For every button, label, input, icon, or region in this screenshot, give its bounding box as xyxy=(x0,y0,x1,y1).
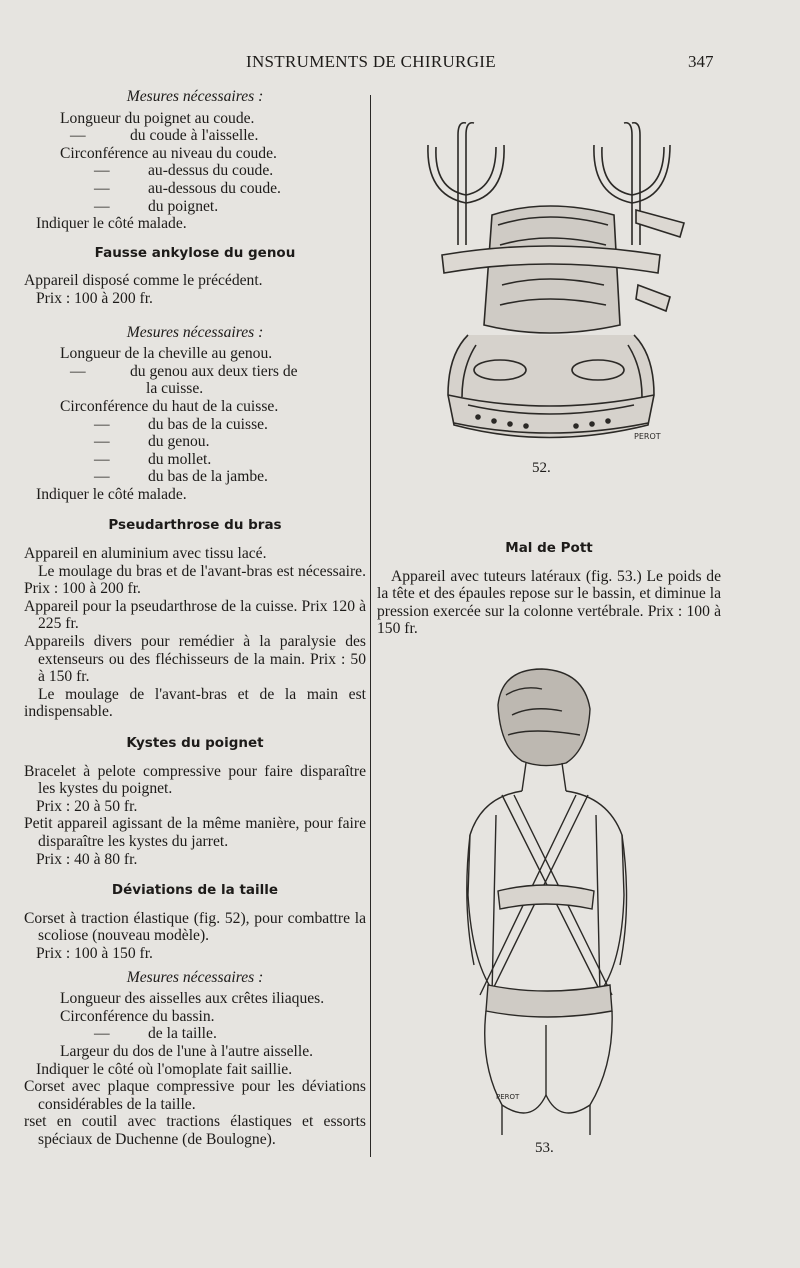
paragraph: Petit appareil agissant de la même manière, pour faire disparaître les kystes du jarret. xyxy=(24,815,366,850)
engraver-signature: PEROT xyxy=(634,432,661,441)
corset-figure-52 xyxy=(408,105,690,460)
mesures-heading: Mesures nécessaires : xyxy=(126,323,264,341)
paragraph: Appareil en aluminium avec tissu lacé. xyxy=(24,545,267,563)
measure-line: — du coude à l'aisselle. xyxy=(70,127,259,145)
measure-line: Circonférence du bassin. xyxy=(60,1007,215,1025)
left-column xyxy=(24,88,366,1148)
engraver-signature: PEROT xyxy=(496,1093,520,1101)
measure-line: — du mollet. xyxy=(94,450,212,468)
paragraph: Appareil pour la pseudarthrose de la cuisse. Prix 120 à 225 fr. xyxy=(24,597,366,633)
paragraph: Prix : 100 à 200 fr. xyxy=(36,289,153,307)
measure-line: Largeur du dos de l'une à l'autre aisselle. xyxy=(60,1042,314,1060)
paragraph: rset en coutil avec tractions élastiques et essorts spéciaux de Duchenne (de Boulogne). xyxy=(24,1113,366,1148)
measure-line: — du poignet. xyxy=(94,197,219,215)
measure-line: Indiquer le côté malade. xyxy=(36,485,187,503)
measure-line: — au-dessus du coude. xyxy=(94,162,274,180)
running-title: INSTRUMENTS DE CHIRURGIE xyxy=(246,52,496,71)
paragraph: Le moulage de l'avant-bras et de la main est indispensable. xyxy=(24,685,366,721)
measure-line: Circonférence au niveau du coude. xyxy=(60,144,277,162)
measure-line: Indiquer le côté malade. xyxy=(36,215,187,233)
running-header xyxy=(0,52,800,76)
measure-line: Longueur des aisselles aux crêtes iliaques. xyxy=(60,990,325,1008)
paragraph: Le moulage du bras et de l'avant-bras est nécessaire. Prix : 100 à 200 fr. xyxy=(24,562,366,598)
back-brace-figure-53 xyxy=(462,665,647,1135)
paragraph: Appareils divers pour remédier à la paralysie des extenseurs ou des fléchisseurs de la main. Prix : 50 à 150 fr. xyxy=(24,633,366,686)
section-title: Déviations de la taille xyxy=(111,882,279,899)
measure-line: Circonférence du haut de la cuisse. xyxy=(60,397,279,415)
section-title: Pseudarthrose du bras xyxy=(108,517,282,534)
measure-line: — du genou aux deux tiers de xyxy=(70,362,298,380)
measure-line: — au-dessous du coude. xyxy=(94,179,281,197)
paragraph: Bracelet à pelote compressive pour faire disparaître les kystes du poignet. xyxy=(24,762,366,798)
page-number: 347 xyxy=(688,52,714,71)
mesures-heading: Mesures nécessaires : xyxy=(126,88,264,105)
measure-line: la cuisse. xyxy=(146,380,204,398)
paragraph: Appareil avec tuteurs latéraux (fig. 53.) Le poids de la tête et des épaules repose sur le bassin, et diminue la pression exercée sur la colonne vertébrale. Prix : 100 à 150 fr. xyxy=(377,567,721,638)
paragraph: Prix : 40 à 80 fr. xyxy=(36,850,138,868)
measure-line: — du bas de la jambe. xyxy=(94,468,268,486)
measure-line: — du genou. xyxy=(94,433,210,451)
section-title: Mal de Pott xyxy=(505,540,593,556)
section-title: Kystes du poignet xyxy=(126,735,264,751)
section-title: Fausse ankylose du genou xyxy=(94,244,296,261)
figure-number: 52. xyxy=(532,460,551,476)
measure-line: Indiquer le côté où l'omoplate fait saillie. xyxy=(36,1060,293,1078)
figure-number: 53. xyxy=(535,1140,554,1156)
paragraph: Prix : 20 à 50 fr. xyxy=(36,797,138,815)
paragraph: Prix : 100 à 150 fr. xyxy=(36,944,153,962)
paragraph: Appareil disposé comme le précédent. xyxy=(24,272,263,290)
measure-line: — du bas de la cuisse. xyxy=(94,415,268,433)
paragraph: Corset à traction élastique (fig. 52), pour combattre la scoliose (nouveau modèle). xyxy=(24,909,366,945)
right-column xyxy=(377,540,721,638)
column-divider xyxy=(370,95,371,1157)
paragraph: Corset avec plaque compressive pour les déviations considérables de la taille. xyxy=(24,1078,366,1113)
measure-line: Longueur du poignet au coude. xyxy=(60,109,255,127)
mesures-heading: Mesures nécessaires : xyxy=(126,968,264,986)
measure-line: Longueur de la cheville au genou. xyxy=(60,345,273,363)
measure-line: — de la taille. xyxy=(94,1025,217,1043)
